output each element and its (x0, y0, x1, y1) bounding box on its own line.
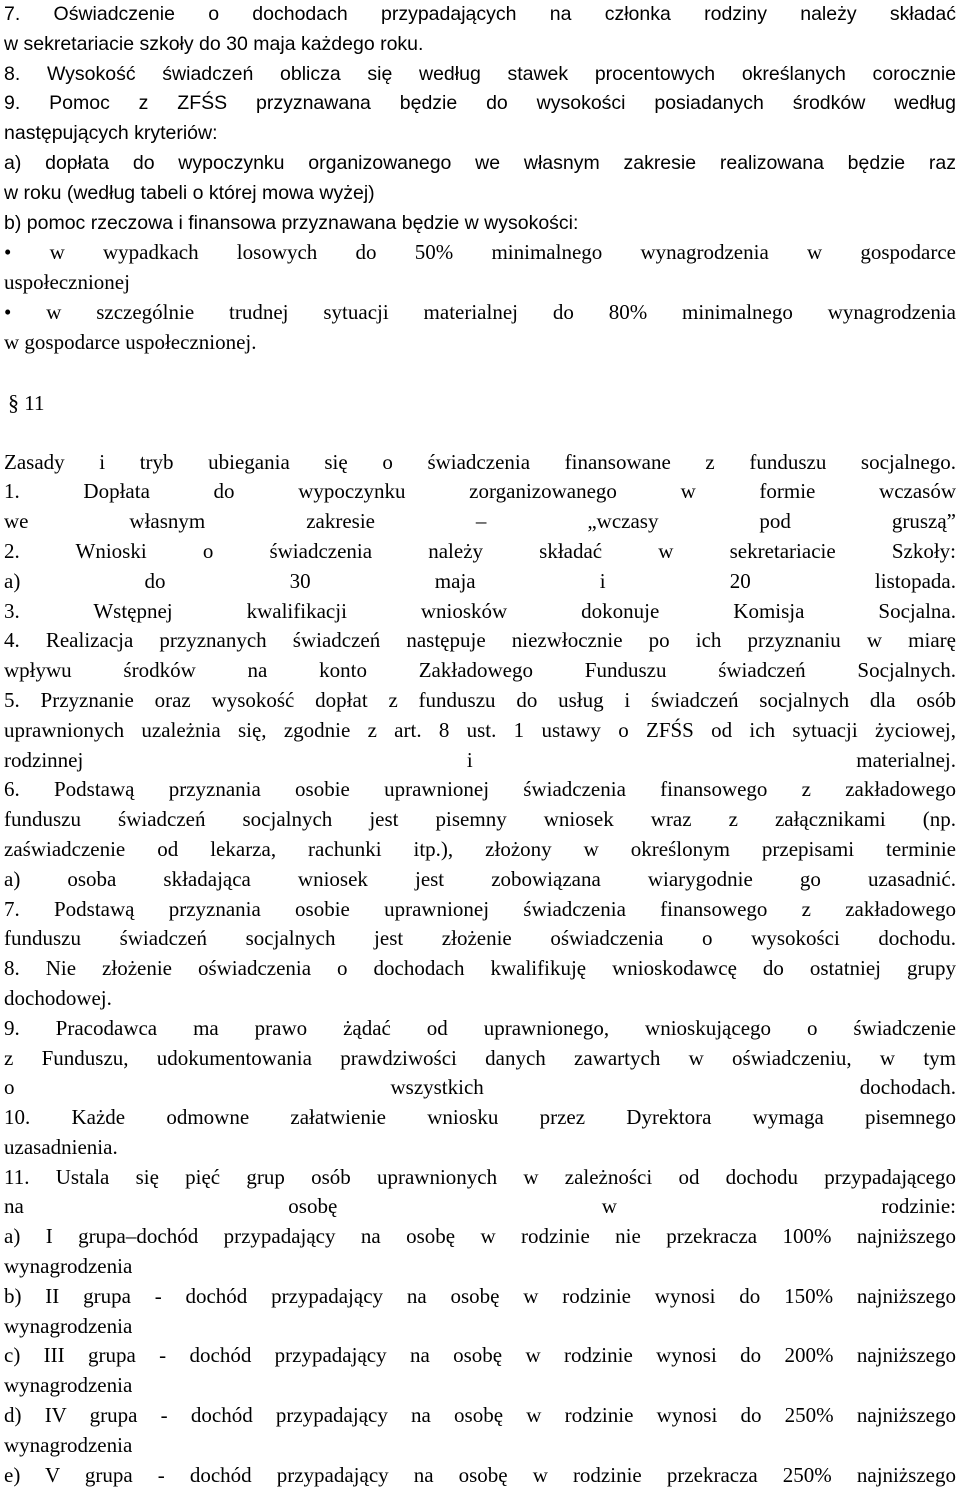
text-line: na osobę w rodzinie: (4, 1194, 956, 1219)
text-line: z Funduszu, udokumentowania prawdziwości danych zawartych w oświadczeniu, w tym (4, 1045, 956, 1070)
text-line: dochodowej. (4, 985, 112, 1010)
text-line: we własnym zakresie – „wczasy pod gruszą” (4, 509, 956, 534)
section-number: 11 (24, 390, 45, 415)
text-line: • w wypadkach losowych do 50% minimalnego wynagrodzenia w gospodarce (4, 240, 956, 265)
section-heading (4, 388, 956, 418)
regulations-top-block (4, 0, 956, 358)
text-line: w gospodarce uspołecznionej. (4, 329, 257, 354)
text-line: 8. Wysokość świadczeń oblicza się według stawek procentowych określanych corocznie (4, 62, 956, 85)
text-line: wynagrodzenia (4, 1373, 133, 1398)
text-line: Zasady i tryb ubiegania się o świadczenia finansowane z funduszu socjalnego. (4, 449, 956, 474)
text-line: d) IV grupa - dochód przypadający na osobę w rodzinie wynosi do 250% najniższego (4, 1403, 956, 1428)
text-line: a) dopłata do wypoczynku organizowanego we własnym zakresie realizowana będzie raz (4, 151, 956, 174)
text-line: c) III grupa - dochód przypadający na osobę w rodzinie wynosi do 200% najniższego (4, 1343, 956, 1368)
text-line: 5. Przyznanie oraz wysokość dopłat z funduszu do usług i świadczeń socjalnych dla osób (4, 687, 956, 712)
text-line: wynagrodzenia (4, 1313, 133, 1338)
text-line: • w szczególnie trudnej sytuacji materialnej do 80% minimalnego wynagrodzenia (4, 299, 956, 324)
text-line: w sekretariacie szkoły do 30 maja każdego roku. (4, 32, 424, 55)
text-line: a) I grupa–dochód przypadający na osobę w rodzinie nie przekracza 100% najniższego (4, 1224, 956, 1249)
text-line: 8. Nie złożenie oświadczenia o dochodach kwalifikuję wnioskodawcę do ostatniej grupy (4, 956, 956, 981)
text-line: wynagrodzenia (4, 1432, 133, 1457)
text-line: uprawnionych uzależnia się, zgodnie z art. 8 ust. 1 ustawy o ZFŚS od ich sytuacji życiowej, (4, 717, 956, 742)
text-line: zaświadczenie od lekarza, rachunki itp.), złożony w określonym przepisami terminie (4, 836, 956, 861)
text-line: 9. Pracodawca ma prawo żądać od uprawnionego, wnioskującego o świadczenie (4, 1015, 956, 1040)
text-line: 2. Wnioski o świadczenia należy składać w sekretariacie Szkoły: (4, 538, 956, 563)
text-line: w roku (według tabeli o której mowa wyżej) (4, 181, 375, 204)
text-line: e) V grupa - dochód przypadający na osobę w rodzinie przekracza 250% najniższego (4, 1462, 956, 1487)
text-line: 9. Pomoc z ZFŚS przyznawana będzie do wysokości posiadanych środków według (4, 92, 956, 115)
text-line: b) II grupa - dochód przypadający na osobę w rodzinie wynosi do 150% najniższego (4, 1283, 956, 1308)
text-line: 7. Podstawą przyznania osobie uprawnionej świadczenia finansowego z zakładowego (4, 896, 956, 921)
text-line: następujących kryteriów: (4, 122, 218, 145)
text-line: funduszu świadczeń socjalnych jest złożenie oświadczenia o wysokości dochodu. (4, 926, 956, 951)
text-line: b) pomoc rzeczowa i finansowa przyznawana będzie w wysokości: (4, 211, 579, 234)
text-line: uspołecznionej (4, 270, 130, 295)
text-line: uzasadnienia. (4, 1134, 118, 1159)
text-line: rodzinnej i materialnej. (4, 747, 956, 772)
text-line: 11. Ustala się pięć grup osób uprawnionych w zależności od dochodu przypadającego (4, 1164, 956, 1189)
regulations-bottom-block (4, 448, 956, 1490)
blank-gap (4, 418, 956, 448)
section-sign: § (8, 389, 19, 415)
text-line: a) osoba składająca wniosek jest zobowiązana wiarygodnie go uzasadnić. (4, 866, 956, 891)
text-line: wynagrodzenia (4, 1254, 133, 1279)
text-line: a) do 30 maja i 20 listopada. (4, 568, 956, 593)
text-line: 7. Oświadczenie o dochodach przypadających na członka rodziny należy składać (4, 3, 956, 25)
text-line: o wszystkich dochodach. (4, 1075, 956, 1100)
text-line: 4. Realizacja przyznanych świadczeń następuje niezwłocznie po ich przyznaniu w miarę (4, 628, 956, 653)
text-line: wpływu środków na konto Zakładowego Funduszu świadczeń Socjalnych. (4, 658, 956, 683)
document-page (4, 0, 956, 1490)
text-line: 6. Podstawą przyznania osobie uprawnionej świadczenia finansowego z zakładowego (4, 777, 956, 802)
text-line: funduszu świadczeń socjalnych jest pisemny wniosek wraz z załącznikami (np. (4, 807, 956, 832)
blank-gap (4, 358, 956, 388)
text-line: 10. Każde odmowne załatwienie wniosku przez Dyrektora wymaga pisemnego (4, 1105, 956, 1130)
text-line: 3. Wstępnej kwalifikacji wniosków dokonuje Komisja Socjalna. (4, 598, 956, 623)
text-line: 1. Dopłata do wypoczynku zorganizowanego w formie wczasów (4, 479, 956, 504)
